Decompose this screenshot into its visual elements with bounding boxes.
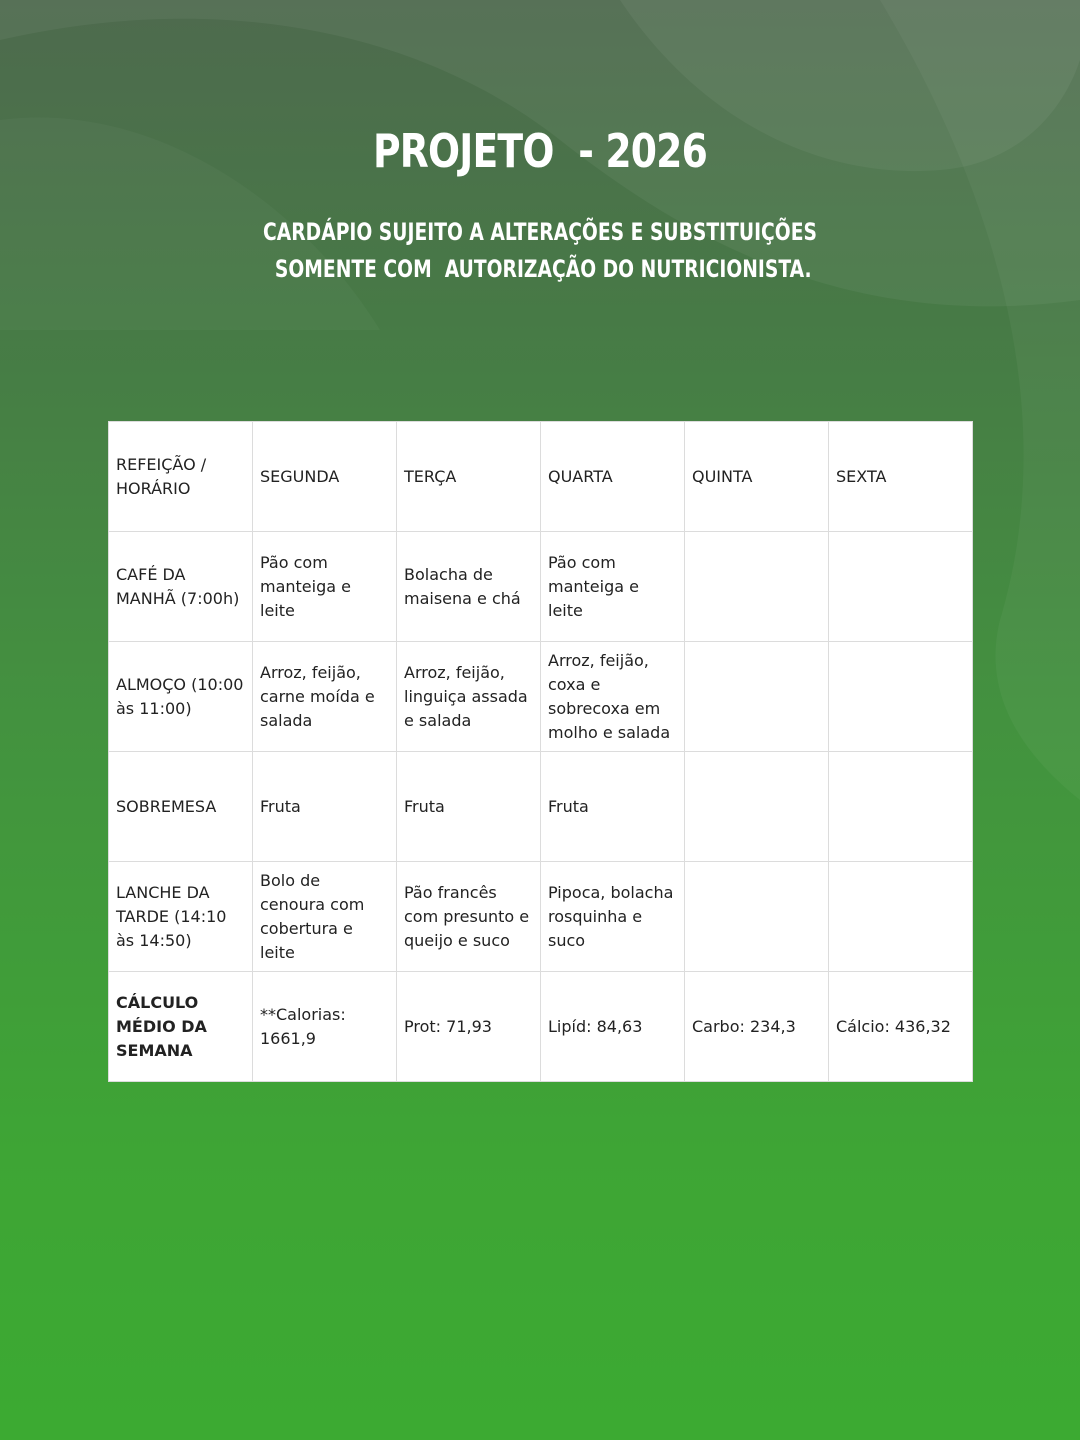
header-cell-tuesday: TERÇA	[397, 422, 541, 532]
table-cell: Arroz, feijão, linguiça assada e salada	[397, 642, 541, 752]
table-cell: Fruta	[397, 752, 541, 862]
table-row-breakfast	[109, 532, 973, 642]
row-label: CÁLCULO MÉDIO DA SEMANA	[109, 972, 253, 1082]
table-cell: Arroz, feijão, carne moída e salada	[253, 642, 397, 752]
table-cell: Pão com manteiga e leite	[253, 532, 397, 642]
table-cell: Prot: 71,93	[397, 972, 541, 1082]
table-cell	[685, 752, 829, 862]
table-row-lunch	[109, 642, 973, 752]
subtitle-line-1: CARDÁPIO SUJEITO A ALTERAÇÕES E SUBSTITUIÇÕES	[263, 218, 817, 246]
table-cell: Bolacha de maisena e chá	[397, 532, 541, 642]
header-cell-wednesday: QUARTA	[541, 422, 685, 532]
row-label: LANCHE DA TARDE (14:10 às 14:50)	[109, 862, 253, 972]
table-row-dessert	[109, 752, 973, 862]
table-cell	[829, 532, 973, 642]
table-cell: Arroz, feijão, coxa e sobrecoxa em molho e salada	[541, 642, 685, 752]
row-label: SOBREMESA	[109, 752, 253, 862]
header-cell-thursday: QUINTA	[685, 422, 829, 532]
menu-table	[108, 421, 973, 1082]
table-cell	[685, 532, 829, 642]
table-cell	[829, 862, 973, 972]
table-cell: Pão com manteiga e leite	[541, 532, 685, 642]
table-cell: Carbo: 234,3	[685, 972, 829, 1082]
header-cell-monday: SEGUNDA	[253, 422, 397, 532]
subtitle-line-2: SOMENTE COM AUTORIZAÇÃO DO NUTRICIONISTA.	[268, 255, 812, 283]
table-cell: Cálcio: 436,32	[829, 972, 973, 1082]
row-label: ALMOÇO (10:00 às 11:00)	[109, 642, 253, 752]
table-cell: Bolo de cenoura com cobertura e leite	[253, 862, 397, 972]
table-header-row	[109, 422, 973, 532]
table-row-afternoon-snack	[109, 862, 973, 972]
table-row-weekly-average	[109, 972, 973, 1082]
table-cell	[685, 642, 829, 752]
header-cell-meal-time: REFEIÇÃO / HORÁRIO	[109, 422, 253, 532]
table-cell: **Calorias: 1661,9	[253, 972, 397, 1082]
table-cell	[685, 862, 829, 972]
table-cell: Fruta	[541, 752, 685, 862]
table-cell: Pão francês com presunto e queijo e suco	[397, 862, 541, 972]
header-cell-friday: SEXTA	[829, 422, 973, 532]
page-title: PROJETO - 2026	[372, 124, 708, 178]
table-cell: Fruta	[253, 752, 397, 862]
table-cell	[829, 752, 973, 862]
table-cell: Lipíd: 84,63	[541, 972, 685, 1082]
row-label: CAFÉ DA MANHÃ (7:00h)	[109, 532, 253, 642]
table-cell: Pipoca, bolacha rosquinha e suco	[541, 862, 685, 972]
page-subtitle	[119, 214, 961, 288]
table-cell	[829, 642, 973, 752]
